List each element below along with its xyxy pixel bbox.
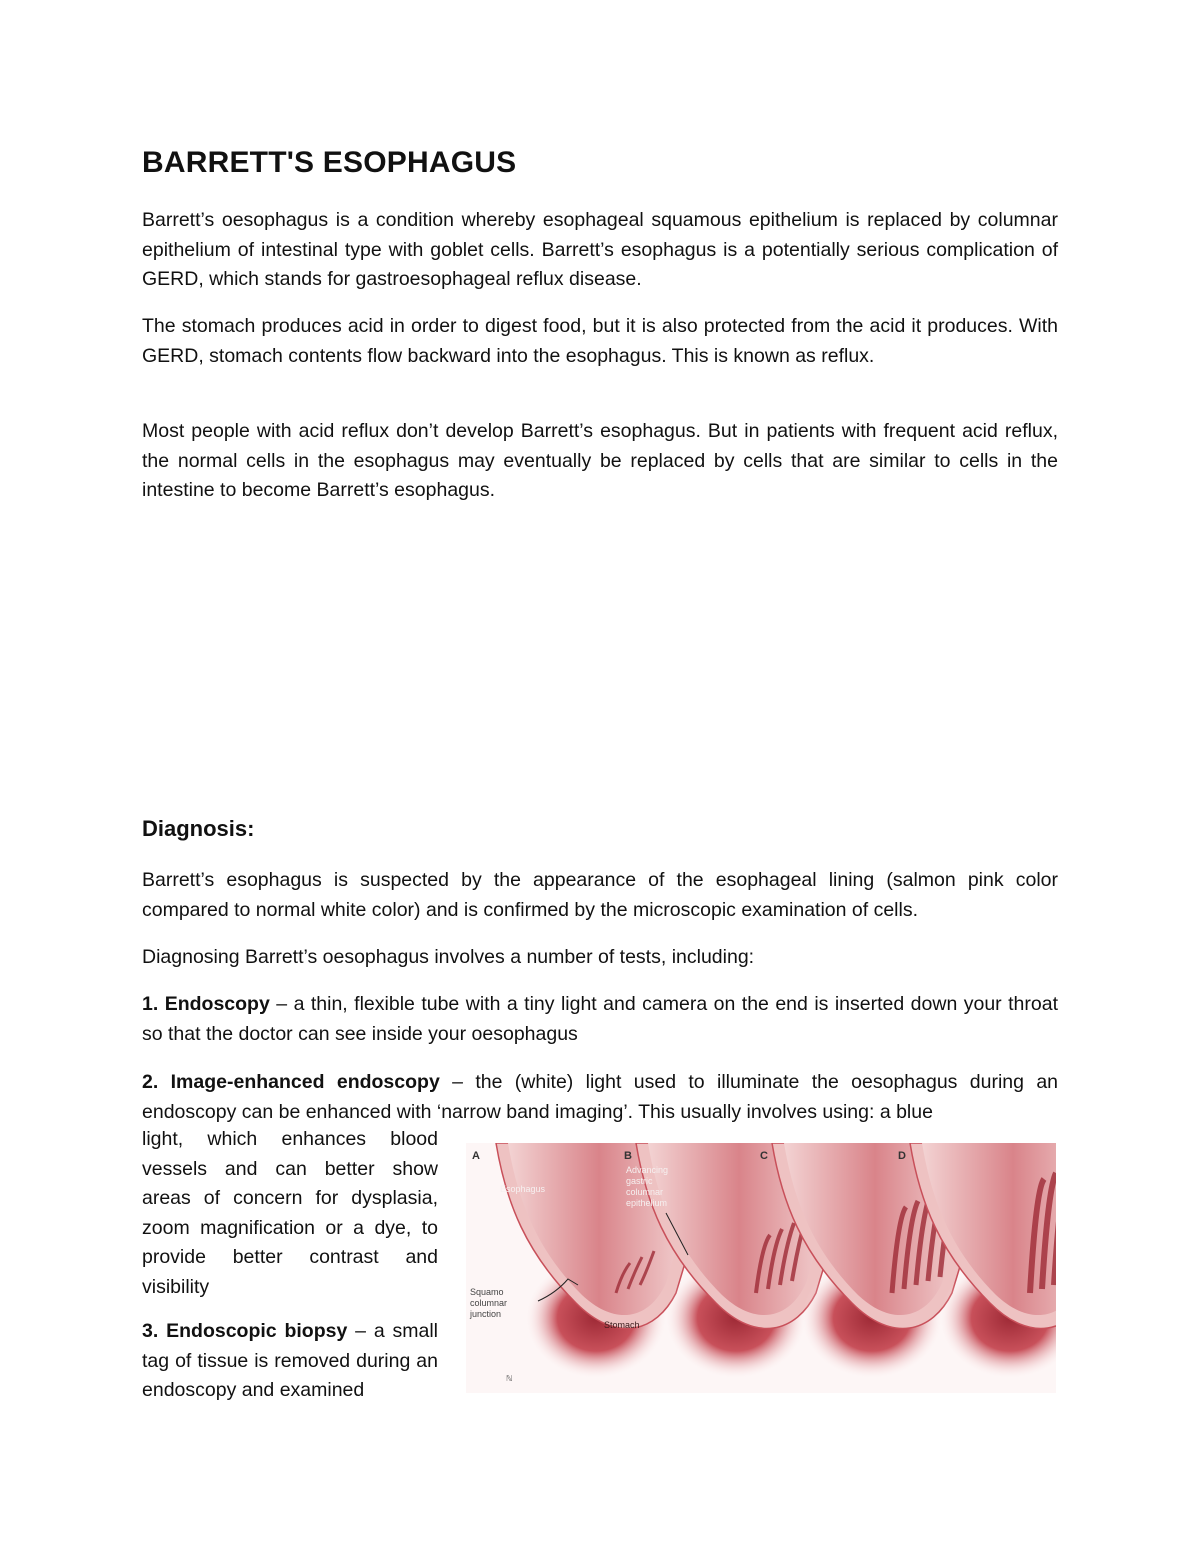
label-junction-2: columnar	[470, 1298, 508, 1308]
diagnosis-paragraph-2: Diagnosing Barrett’s oesophagus involves a number of tests, including:	[142, 946, 755, 968]
test-item-3-number: 3.	[142, 1320, 159, 1342]
test-item-3-text: – a small tag of tissue is removed during an endoscopy and examined	[142, 1320, 439, 1401]
test-item-1-term: Endoscopy	[164, 993, 270, 1015]
artist-signature: ℕ	[506, 1374, 513, 1383]
panel-letter-d: D	[898, 1150, 906, 1162]
barretts-progression-illustration	[466, 1143, 1056, 1393]
label-junction-1: Squamo	[470, 1287, 504, 1297]
test-item-1	[142, 990, 1058, 1049]
intro-paragraph-2: The stomach produces acid in order to digest food, but it is also protected from the acid it produces. With GERD, stomach contents flow backward into the esophagus. This is known as reflux.	[142, 315, 1058, 367]
test-item-2	[142, 1068, 1058, 1127]
test-item-2-text: – the (white) light used to illuminate the oesophagus during an endoscopy can be enhanced with ‘narrow band imaging’. This usually involves using: a blue	[142, 1071, 1059, 1123]
diagnosis-heading: Diagnosis:	[142, 816, 255, 841]
label-advancing-4: epithelium	[626, 1198, 668, 1208]
test-item-2-term: Image-enhanced endoscopy	[170, 1071, 440, 1093]
label-advancing-3: columnar	[626, 1187, 664, 1197]
test-item-1-text: – a thin, flexible tube with a tiny light and camera on the end is inserted down your throat so that the doctor can see inside your oesophagus	[142, 993, 1058, 1045]
diagnosis-paragraph-1: Barrett’s esophagus is suspected by the appearance of the esophageal lining (salmon pink color compared to normal white color) and is confirmed by the microscopic examination of cells.	[142, 869, 1058, 921]
label-advancing-2: gastric	[626, 1176, 653, 1186]
label-advancing-1: Advancing	[626, 1165, 669, 1175]
panel-letter-c: C	[760, 1150, 768, 1162]
test-item-2-continued: light, which enhances blood vessels and can better show areas of concern for dysplasia, zoom magnification or a dye, to provide better contrast and visibility	[142, 1128, 438, 1298]
illustration-svg	[466, 1143, 1056, 1393]
intro-paragraph-3: Most people with acid reflux don’t develop Barrett’s esophagus. But in patients with frequent acid reflux, the normal cells in the esophagus may eventually be replaced by cells that are similar to cells in the intestine to become Barrett’s esophagus.	[142, 420, 1058, 501]
label-stomach: Stomach	[604, 1320, 640, 1330]
test-item-1-number: 1.	[142, 993, 159, 1015]
intro-paragraph-1: Barrett’s oesophagus is a condition whereby esophageal squamous epithelium is replaced by columnar epithelium of intestinal type with goblet cells. Barrett’s esophagus is a potentially serious complication of GERD, which stands for gastroesophageal reflux disease.	[142, 209, 1058, 290]
panel-letter-b: B	[624, 1150, 632, 1162]
label-esophagus: Esophagus	[500, 1184, 546, 1194]
test-item-3	[142, 1317, 438, 1406]
label-junction-3: junction	[470, 1309, 502, 1319]
panel-letter-a: A	[472, 1150, 480, 1162]
page-title: BARRETT'S ESOPHAGUS	[142, 146, 517, 179]
test-item-2-number: 2.	[142, 1071, 159, 1093]
test-item-3-term: Endoscopic biopsy	[166, 1320, 348, 1342]
